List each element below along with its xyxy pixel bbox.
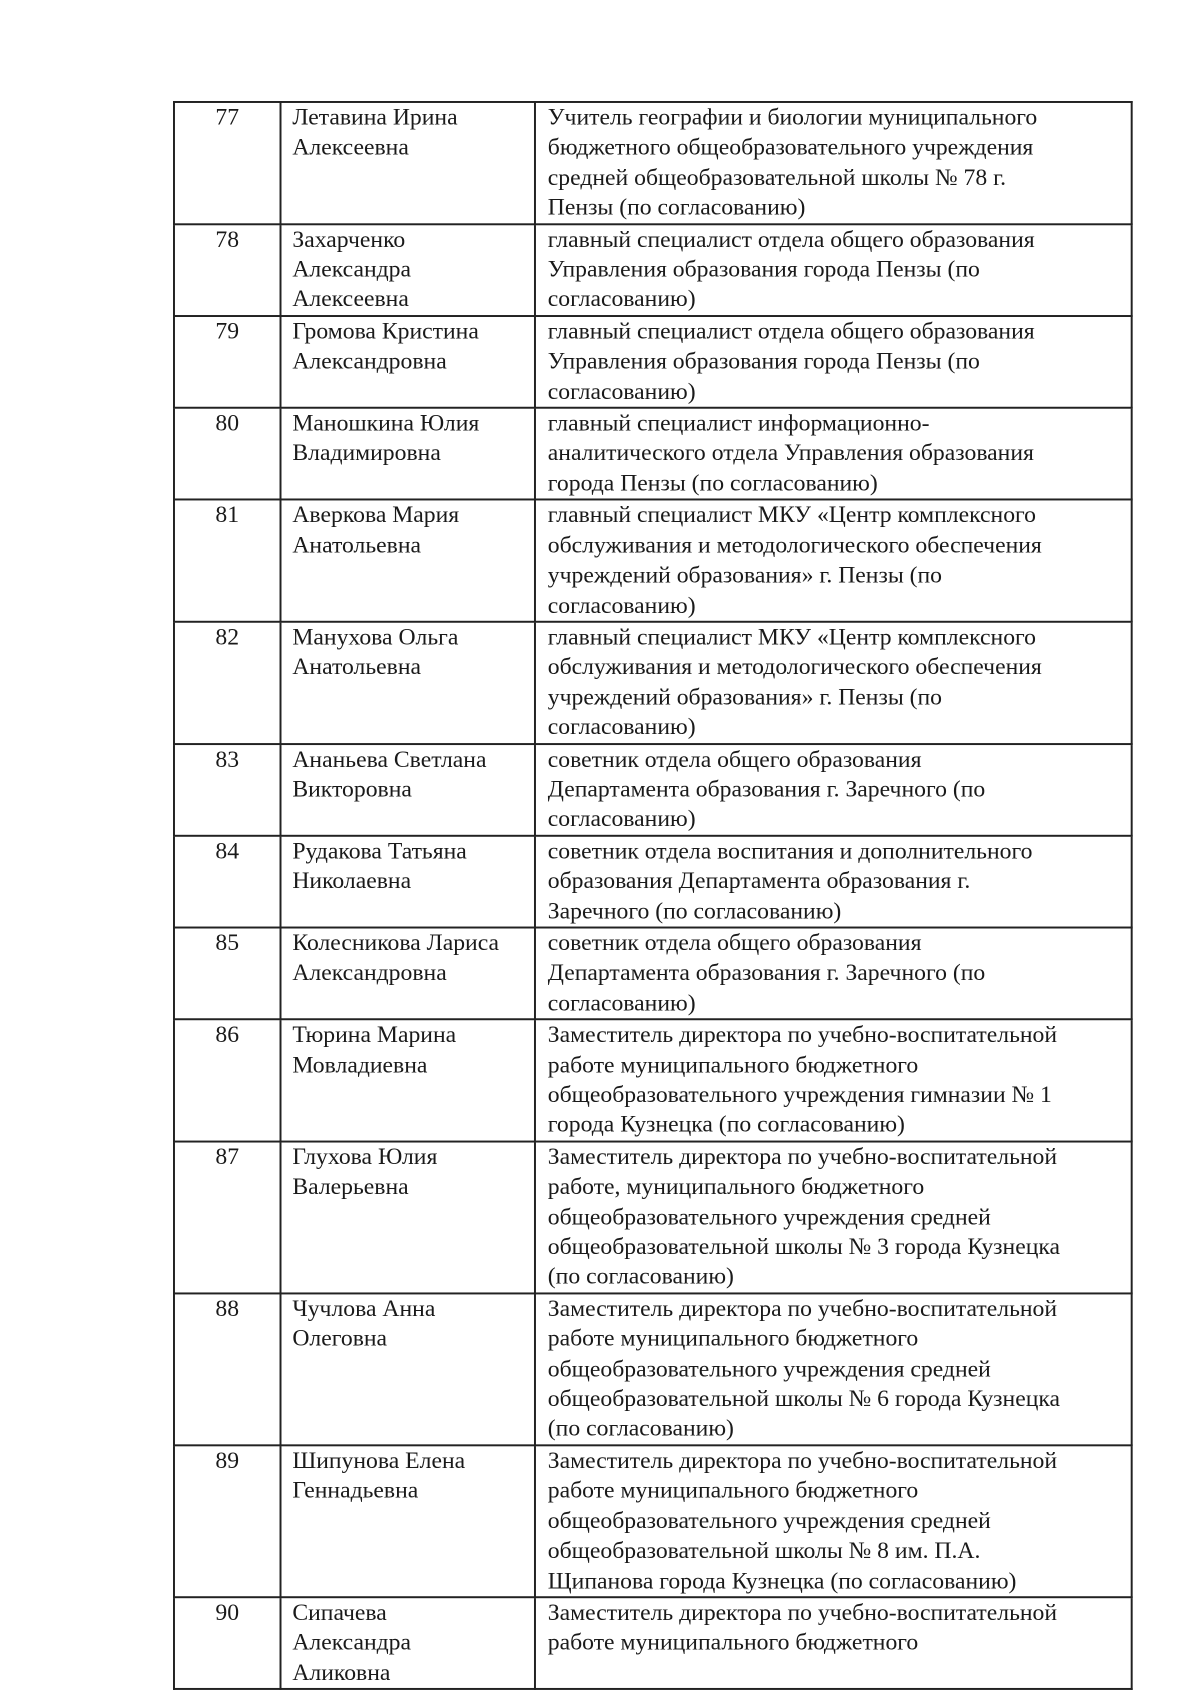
position-line: Управления образования города Пензы (по <box>547 256 980 283</box>
person-name-cell <box>281 927 535 1019</box>
table-row <box>174 744 1132 836</box>
position-cell <box>535 1597 1132 1689</box>
position-line: Заместитель директора по учебно-воспитательной <box>547 1448 1058 1474</box>
position-line: работе муниципального бюджетного <box>547 1052 919 1079</box>
members-table <box>173 101 1133 1690</box>
row-number: 90 <box>174 1597 281 1689</box>
position-cell <box>535 224 1132 316</box>
table-row <box>174 1141 1132 1293</box>
table-row <box>174 927 1132 1019</box>
person-name-line: Маношкина Юлия <box>292 410 480 437</box>
row-number: 88 <box>174 1293 281 1445</box>
person-name-line: Глухова Юлия <box>292 1144 438 1170</box>
person-name-cell <box>281 316 535 408</box>
position-line: главный специалист МКУ «Центр комплексного <box>547 624 1036 651</box>
row-number: 79 <box>174 316 281 408</box>
position-cell <box>535 1141 1132 1293</box>
position-line: Заместитель директора по учебно-воспитательной <box>547 1144 1058 1170</box>
person-name-line: Летавина Ирина <box>292 104 458 131</box>
row-number: 89 <box>174 1445 281 1597</box>
position-cell <box>535 408 1132 500</box>
position-line: советник отдела общего образования <box>547 930 922 957</box>
position-line: работе муниципального бюджетного <box>547 1326 919 1352</box>
person-name-line: Викторовна <box>292 776 412 803</box>
person-name-line: Захарченко <box>292 226 406 253</box>
position-line: главный специалист отдела общего образования <box>547 318 1035 345</box>
table-row <box>174 1445 1132 1597</box>
position-line: согласованию) <box>547 714 696 741</box>
position-line: общеобразовательной школы № 3 города Кузнецка <box>547 1234 1061 1260</box>
person-name-line: Ананьева Светлана <box>292 746 487 773</box>
person-name-cell <box>281 1597 535 1689</box>
person-name-line: Аликовна <box>292 1660 391 1686</box>
person-name-line: Сипачева <box>292 1600 387 1626</box>
position-cell <box>535 102 1132 224</box>
person-name-line: Рудакова Татьяна <box>292 838 467 865</box>
row-number: 80 <box>174 408 281 500</box>
person-name-cell <box>281 1445 535 1597</box>
person-name-line: Анатольевна <box>292 532 422 559</box>
position-line: Заместитель директора по учебно-воспитательной <box>547 1022 1058 1049</box>
table-row <box>174 408 1132 500</box>
position-line: (по согласованию) <box>547 1416 734 1442</box>
position-line: Учитель географии и биологии муниципального <box>547 104 1038 131</box>
person-name-line: Геннадьевна <box>292 1478 419 1504</box>
person-name-line: Владимировна <box>292 440 441 467</box>
position-line: аналитического отдела Управления образования <box>547 440 1034 467</box>
position-line: согласованию) <box>547 378 696 405</box>
position-line: работе, муниципального бюджетного <box>547 1174 925 1200</box>
position-line: (по согласованию) <box>547 1264 734 1290</box>
person-name-line: Александра <box>292 1630 412 1656</box>
person-name-cell <box>281 836 535 928</box>
person-name-line: Колесникова Лариса <box>292 930 500 957</box>
row-number: 87 <box>174 1141 281 1293</box>
members-table-body <box>174 102 1132 1689</box>
position-line: города Кузнецка (по согласованию) <box>547 1112 905 1139</box>
position-line: Заместитель директора по учебно-воспитательной <box>547 1296 1058 1322</box>
row-number: 82 <box>174 622 281 744</box>
position-cell <box>535 744 1132 836</box>
row-number: 77 <box>174 102 281 224</box>
position-cell <box>535 1019 1132 1141</box>
person-name-line: Тюрина Марина <box>292 1022 457 1049</box>
person-name-line: Алексеевна <box>292 286 409 313</box>
position-cell <box>535 500 1132 622</box>
position-line: Управления образования города Пензы (по <box>547 348 980 375</box>
position-line: работе муниципального бюджетного <box>547 1478 919 1504</box>
position-line: обслуживания и методологического обеспечения <box>547 654 1042 681</box>
row-number: 81 <box>174 500 281 622</box>
position-line: средней общеобразовательной школы № 78 г. <box>547 164 1007 191</box>
table-row <box>174 500 1132 622</box>
person-name-line: Олеговна <box>292 1326 388 1352</box>
position-line: образования Департамента образования г. <box>547 868 971 895</box>
table-row <box>174 224 1132 316</box>
position-line: главный специалист информационно- <box>547 410 930 437</box>
position-cell <box>535 927 1132 1019</box>
person-name-line: Манухова Ольга <box>292 624 459 651</box>
person-name-line: Громова Кристина <box>292 318 479 345</box>
position-line: Департамента образования г. Заречного (по <box>547 960 986 987</box>
position-line: учреждений образования» г. Пензы (по <box>547 684 943 711</box>
person-name-line: Николаевна <box>292 868 412 895</box>
row-number: 86 <box>174 1019 281 1141</box>
row-number: 78 <box>174 224 281 316</box>
position-line: Заместитель директора по учебно-воспитательной <box>547 1600 1058 1626</box>
row-number: 83 <box>174 744 281 836</box>
position-line: советник отдела общего образования <box>547 746 922 773</box>
person-name-cell <box>281 622 535 744</box>
table-row <box>174 102 1132 224</box>
row-number: 84 <box>174 836 281 928</box>
position-line: города Пензы (по согласованию) <box>547 470 878 497</box>
position-line: общеобразовательного учреждения гимназии № 1 <box>547 1082 1052 1109</box>
person-name-line: Аверкова Мария <box>292 502 460 529</box>
person-name-line: Алексеевна <box>292 134 409 161</box>
table-row <box>174 316 1132 408</box>
position-cell <box>535 316 1132 408</box>
person-name-line: Александра <box>292 256 412 283</box>
person-name-line: Анатольевна <box>292 654 422 681</box>
position-line: общеобразовательного учреждения средней <box>547 1508 991 1534</box>
position-line: бюджетного общеобразовательного учреждения <box>547 134 1034 161</box>
position-line: главный специалист отдела общего образования <box>547 226 1035 253</box>
position-cell <box>535 1293 1132 1445</box>
position-cell <box>535 622 1132 744</box>
person-name-cell <box>281 744 535 836</box>
position-line: общеобразовательного учреждения средней <box>547 1356 991 1382</box>
table-row <box>174 1293 1132 1445</box>
position-line: Пензы (по согласованию) <box>547 194 806 221</box>
position-line: советник отдела воспитания и дополнительного <box>547 838 1033 865</box>
position-line: Щипанова города Кузнецка (по согласованию) <box>547 1568 1017 1594</box>
position-line: согласованию) <box>547 990 696 1017</box>
position-cell <box>535 1445 1132 1597</box>
table-row <box>174 622 1132 744</box>
person-name-line: Мовладиевна <box>292 1052 428 1079</box>
row-number: 85 <box>174 927 281 1019</box>
position-cell <box>535 836 1132 928</box>
person-name-cell <box>281 102 535 224</box>
person-name-cell <box>281 1141 535 1293</box>
position-line: общеобразовательной школы № 8 им. П.А. <box>547 1538 981 1564</box>
person-name-line: Александровна <box>292 960 447 987</box>
position-line: согласованию) <box>547 806 696 833</box>
person-name-cell <box>281 224 535 316</box>
position-line: обслуживания и методологического обеспечения <box>547 532 1042 559</box>
person-name-cell <box>281 1019 535 1141</box>
person-name-cell <box>281 1293 535 1445</box>
position-line: согласованию) <box>547 286 696 313</box>
position-line: главный специалист МКУ «Центр комплексного <box>547 502 1036 529</box>
position-line: учреждений образования» г. Пензы (по <box>547 562 943 589</box>
person-name-line: Валерьевна <box>292 1174 409 1200</box>
position-line: согласованию) <box>547 592 696 619</box>
person-name-line: Чучлова Анна <box>292 1296 436 1322</box>
position-line: Заречного (по согласованию) <box>547 898 842 925</box>
person-name-cell <box>281 408 535 500</box>
position-line: Департамента образования г. Заречного (по <box>547 776 986 803</box>
person-name-line: Александровна <box>292 348 447 375</box>
table-row <box>174 836 1132 928</box>
position-line: общеобразовательной школы № 6 города Кузнецка <box>547 1386 1061 1412</box>
position-line: работе муниципального бюджетного <box>547 1630 919 1656</box>
table-row <box>174 1019 1132 1141</box>
person-name-line: Шипунова Елена <box>292 1448 466 1474</box>
person-name-cell <box>281 500 535 622</box>
position-line: общеобразовательного учреждения средней <box>547 1204 991 1230</box>
table-row <box>174 1597 1132 1689</box>
